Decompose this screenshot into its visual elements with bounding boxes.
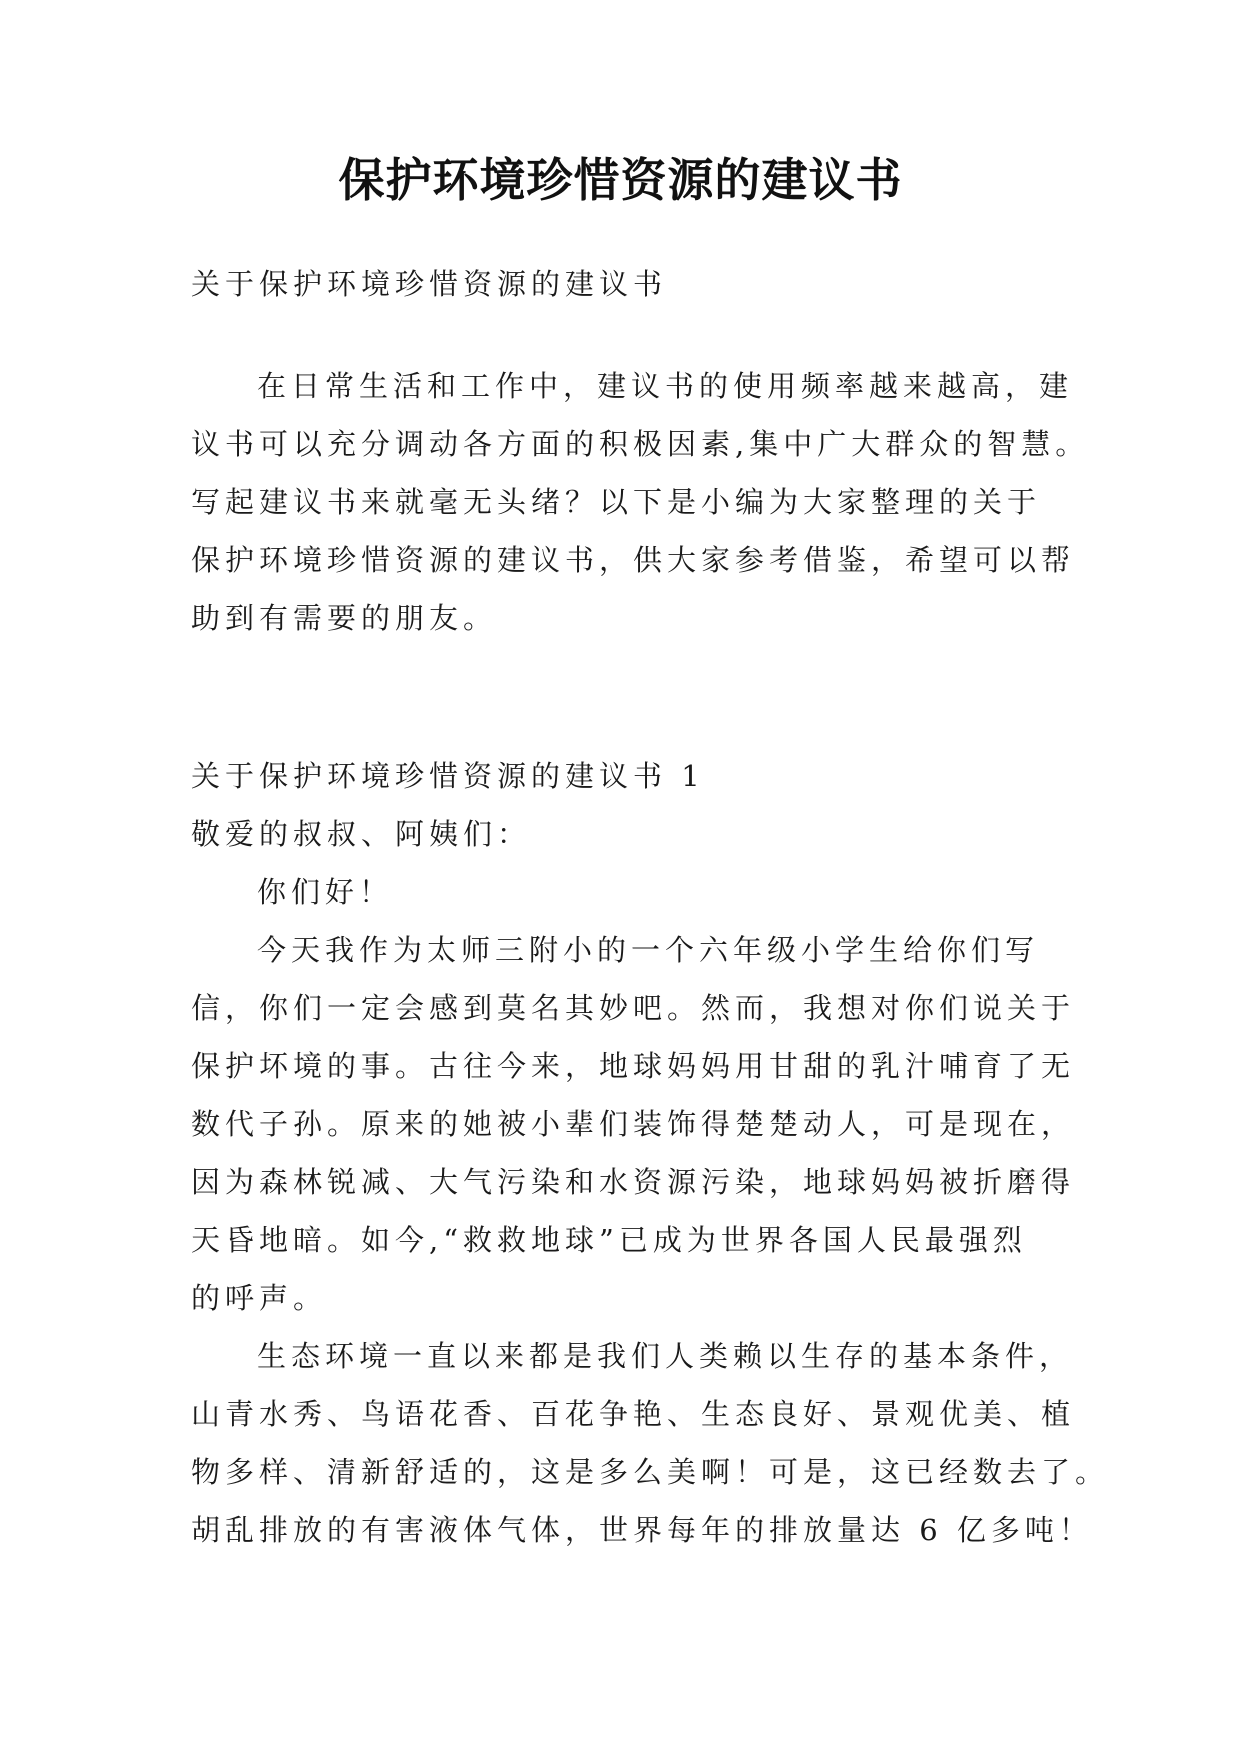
paragraph-line: 信，你们一定会感到莫名其妙吧。然而，我想对你们说关于 (191, 991, 1076, 1025)
intro-line: 在日常生活和工作中，建议书的使用频率越来越高，建 (257, 369, 1074, 403)
paragraph-line: 天昏地暗。如今,“救救地球”已成为世界各国人民最强烈 (191, 1223, 1027, 1257)
paragraph-line: 胡乱排放的有害液体气体，世界每年的排放量达 6 亿多吨！ (191, 1513, 1093, 1547)
intro-line: 议书可以充分调动各方面的积极因素,集中广大群众的智慧。 (191, 427, 1090, 461)
intro-line: 助到有需要的朋友。 (191, 601, 498, 635)
paragraph-line: 数代子孙。原来的她被小辈们装饰得楚楚动人，可是现在， (191, 1107, 1076, 1141)
subtitle-text: 关于保护环境珍惜资源的建议书 (191, 267, 668, 301)
section-heading (191, 747, 1051, 805)
document-title: 保护环境珍惜资源的建议书 (338, 153, 903, 207)
body-paragraph-1 (191, 921, 1076, 1327)
salutation (191, 805, 1051, 863)
paragraph-line: 生态环境一直以来都是我们人类赖以生存的基本条件， (257, 1339, 1074, 1373)
paragraph-line: 因为森林锐减、大气污染和水资源污染，地球妈妈被折磨得 (191, 1165, 1076, 1199)
document-subtitle (191, 255, 1051, 313)
intro-line: 保护环境珍惜资源的建议书，供大家参考借鉴，希望可以帮 (191, 543, 1076, 577)
salutation-text: 敬爱的叔叔、阿姨们： (191, 817, 532, 851)
intro-paragraph (191, 357, 1090, 647)
paragraph-line: 今天我作为太师三附小的一个六年级小学生给你们写 (257, 933, 1040, 967)
paragraph-line: 山青水秀、鸟语花香、百花争艳、生态良好、景观优美、植 (191, 1397, 1076, 1431)
intro-line: 写起建议书来就毫无头绪？以下是小编为大家整理的关于 (191, 485, 1042, 519)
section-heading-text: 关于保护环境珍惜资源的建议书 1 (191, 759, 705, 793)
greeting-text: 你们好！ (257, 875, 394, 909)
paragraph-line: 的呼声。 (191, 1281, 328, 1315)
body-paragraph-2 (191, 1327, 1110, 1559)
paragraph-line: 物多样、清新舒适的，这是多么美啊！可是，这已经数去了。 (191, 1455, 1110, 1489)
greeting (191, 863, 1051, 921)
paragraph-line: 保护坏境的事。古往今来，地球妈妈用甘甜的乳汁哺育了无 (191, 1049, 1076, 1083)
